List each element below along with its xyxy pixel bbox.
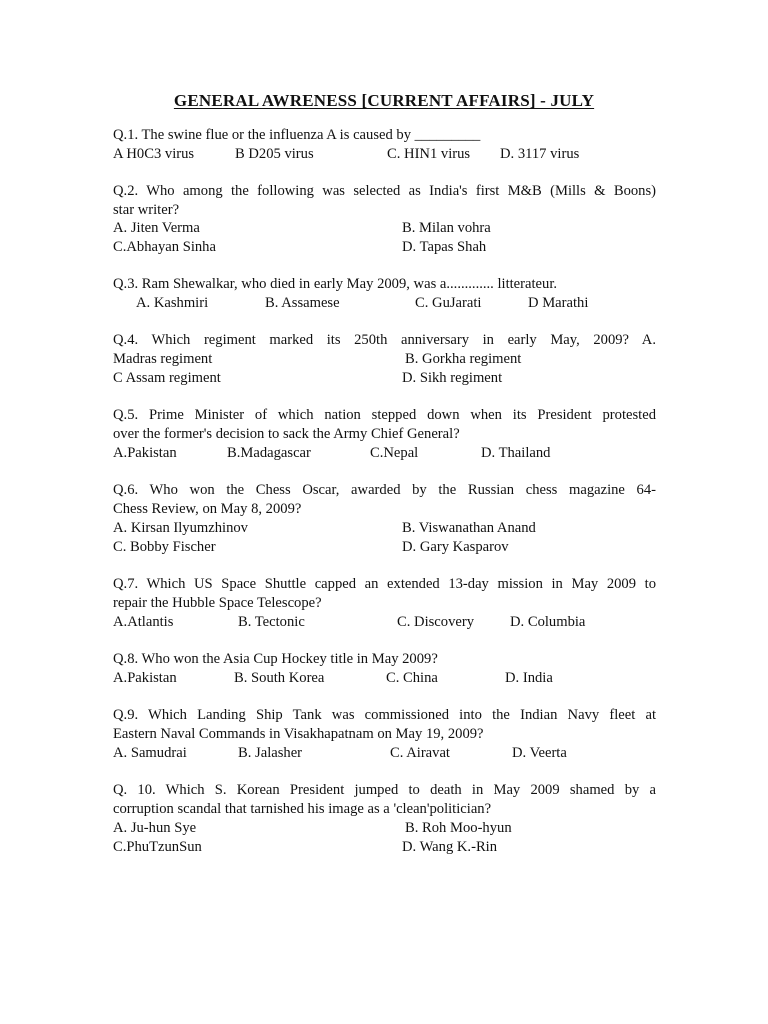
question-2-option-b: B. Milan vohra <box>402 220 491 236</box>
question-1-option-d: D. 3117 virus <box>500 146 580 162</box>
question-1-option-c: C. HIN1 virus <box>387 146 471 162</box>
question-9-text-line-1: Q.9. Which Landing Ship Tank was commissioned into the Indian Navy fleet at <box>113 707 656 723</box>
question-9-option-a: A. Samudrai <box>113 745 187 761</box>
question-7-text-line-1: Q.7. Which US Space Shuttle capped an extended 13-day mission in May 2009 to <box>113 576 656 592</box>
question-8-option-a: A.Pakistan <box>113 670 177 686</box>
question-6-option-c: C. Bobby Fischer <box>113 539 216 555</box>
question-5-option-b: B.Madagascar <box>227 445 311 461</box>
question-8-option-c: C. China <box>386 670 438 686</box>
question-9-text-line-2: Eastern Naval Commands in Visakhapatnam on May 19, 2009? <box>113 726 484 742</box>
question-10-text-line-1: Q. 10. Which S. Korean President jumped to death in May 2009 shamed by a <box>113 782 656 798</box>
question-2-text-line-2: star writer? <box>113 202 180 218</box>
question-10-text-line-2: corruption scandal that tarnished his image as a 'clean'politician? <box>113 801 492 817</box>
question-4-option-b: B. Gorkha regiment <box>405 351 522 367</box>
question-4-option-d: D. Sikh regiment <box>402 370 503 386</box>
question-6-option-a: A. Kirsan Ilyumzhinov <box>113 520 248 536</box>
question-8-text: Q.8. Who won the Asia Cup Hockey title in May 2009? <box>113 651 438 667</box>
question-2-option-c: C.Abhayan Sinha <box>113 239 216 255</box>
question-6-text-line-2: Chess Review, on May 8, 2009? <box>113 501 302 517</box>
question-7-option-b: B. Tectonic <box>238 614 305 630</box>
question-5-text-line-2: over the former's decision to sack the Army Chief General? <box>113 426 460 442</box>
question-9-option-d: D. Veerta <box>512 745 567 761</box>
question-10-option-b: B. Roh Moo-hyun <box>405 820 512 836</box>
question-5-option-d: D. Thailand <box>481 445 551 461</box>
question-1-option-b: B D205 virus <box>235 146 314 162</box>
question-8-option-d: D. India <box>505 670 553 686</box>
question-5-option-c: C.Nepal <box>370 445 419 461</box>
question-2-text-line-1: Q.2. Who among the following was selected as India's first M&B (Mills & Boons) <box>113 183 656 199</box>
question-7-option-a: A.Atlantis <box>113 614 174 630</box>
question-10-option-a: A. Ju-hun Sye <box>113 820 197 836</box>
question-1-text: Q.1. The swine flue or the influenza A is caused by _________ <box>113 127 481 143</box>
question-3-option-c: C. GuJarati <box>415 295 482 311</box>
question-4-option-c: C Assam regiment <box>113 370 221 386</box>
question-6-option-b: B. Viswanathan Anand <box>402 520 536 536</box>
question-4-text-line-2: Madras regiment <box>113 351 213 367</box>
question-3-option-a: A. Kashmiri <box>136 295 209 311</box>
question-3-option-d: D Marathi <box>528 295 589 311</box>
question-1-option-a: A H0C3 virus <box>113 146 195 162</box>
question-2-option-d: D. Tapas Shah <box>402 239 487 255</box>
question-10-option-d: D. Wang K.-Rin <box>402 839 498 855</box>
question-7-option-d: D. Columbia <box>510 614 586 630</box>
question-5-option-a: A.Pakistan <box>113 445 177 461</box>
question-6-text-line-1: Q.6. Who won the Chess Oscar, awarded by the Russian chess magazine 64- <box>113 482 656 498</box>
question-2-option-a: A. Jiten Verma <box>113 220 200 236</box>
question-4-text-line-1: Q.4. Which regiment marked its 250th anniversary in early May, 2009? A. <box>113 332 656 348</box>
question-7-text-line-2: repair the Hubble Space Telescope? <box>113 595 322 611</box>
question-5-text-line-1: Q.5. Prime Minister of which nation stepped down when its President protested <box>113 407 656 423</box>
question-9-option-c: C. Airavat <box>390 745 450 761</box>
question-3-text: Q.3. Ram Shewalkar, who died in early May 2009, was a............. litterateur. <box>113 276 558 292</box>
question-3-option-b: B. Assamese <box>265 295 340 311</box>
question-9-option-b: B. Jalasher <box>238 745 303 761</box>
question-8-option-b: B. South Korea <box>234 670 325 686</box>
question-6-option-d: D. Gary Kasparov <box>402 539 509 555</box>
question-10-option-c: C.PhuTzunSun <box>113 839 202 855</box>
question-7-option-c: C. Discovery <box>397 614 475 630</box>
page-title: GENERAL AWRENESS [CURRENT AFFAIRS] - JULY <box>173 91 595 110</box>
